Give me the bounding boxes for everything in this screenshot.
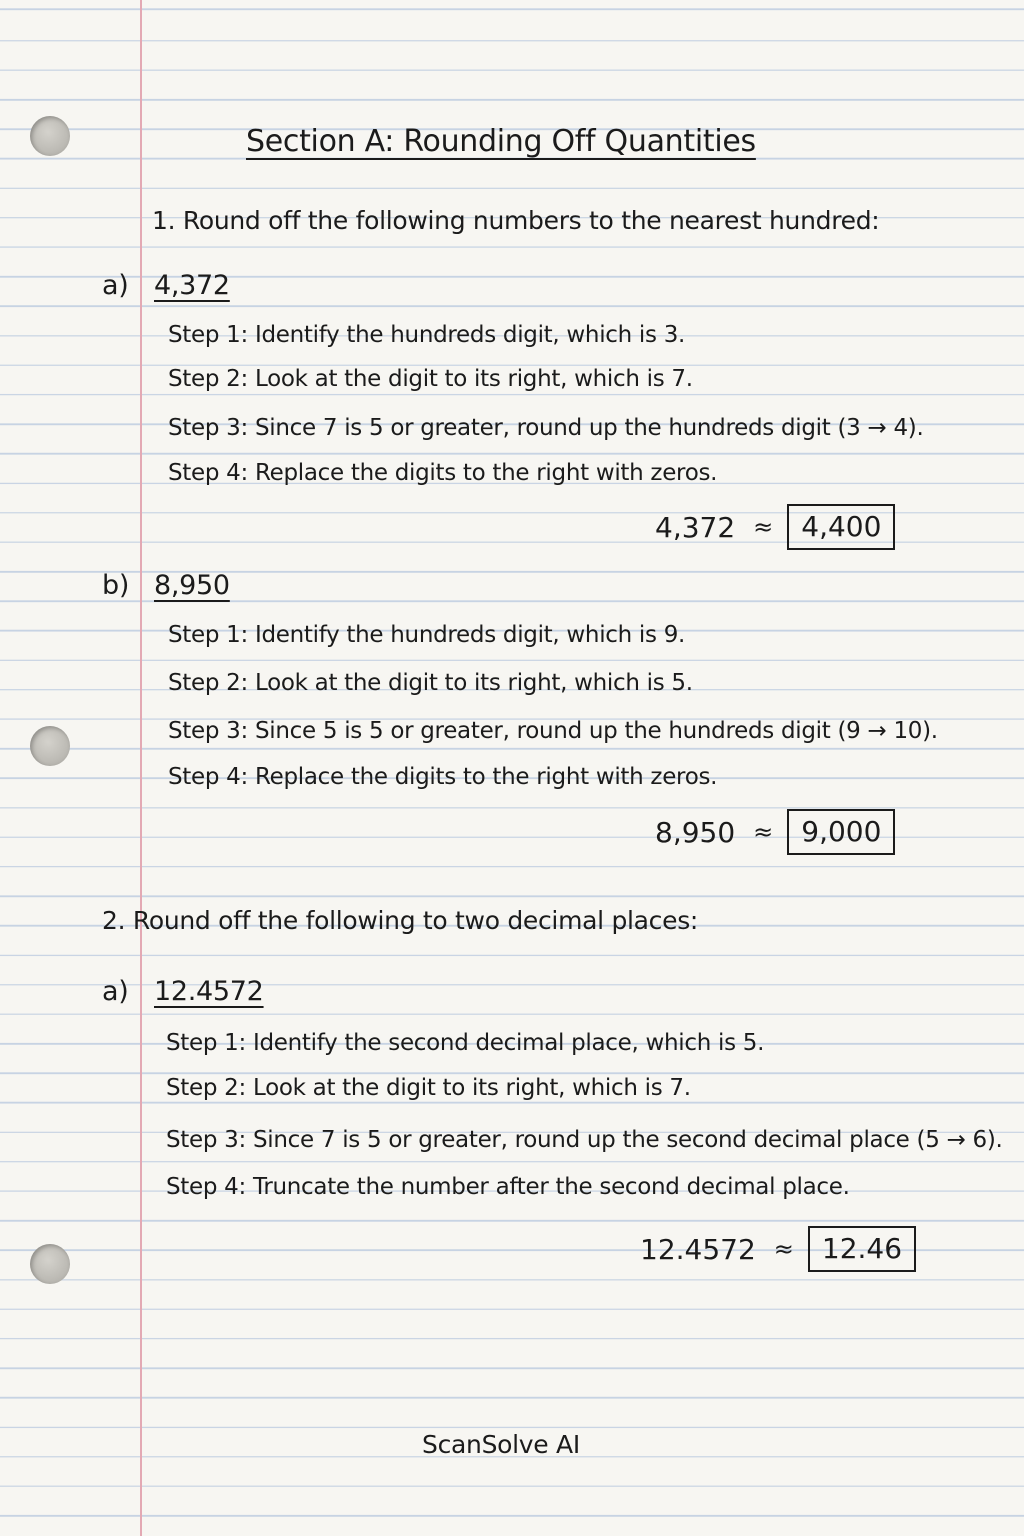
punch-hole-middle [30, 726, 70, 766]
punch-hole-top [30, 116, 70, 156]
q1a-step-2: Step 2: Look at the digit to its right, which is 7. [168, 366, 693, 392]
q2a-step-2: Step 2: Look at the digit to its right, which is 7. [166, 1075, 691, 1101]
q2a-step-1: Step 1: Identify the second decimal place, which is 5. [166, 1030, 765, 1056]
q1b-answer-box: 9,000 [787, 809, 895, 855]
q1a-answer-box: 4,400 [787, 504, 895, 550]
q1a-result [655, 504, 895, 550]
page-title: Section A: Rounding Off Quantities [246, 124, 756, 159]
approx-symbol: ≈ [753, 513, 774, 541]
footer-brand: ScanSolve AI [422, 1430, 580, 1459]
question-2-prompt: 2. Round off the following to two decimal places: [102, 906, 699, 935]
q1a-result-lhs: 4,372 [655, 510, 736, 544]
q1a-step-4: Step 4: Replace the digits to the right with zeros. [168, 460, 718, 486]
approx-symbol: ≈ [773, 1235, 794, 1263]
q2a-number: 12.4572 [154, 976, 264, 1007]
approx-symbol: ≈ [753, 818, 774, 846]
question-1-prompt: 1. Round off the following numbers to the nearest hundred: [152, 206, 880, 235]
q1b-result [655, 809, 895, 855]
q1a-step-3: Step 3: Since 7 is 5 or greater, round up the hundreds digit (3 → 4). [168, 415, 924, 441]
q1b-result-lhs: 8,950 [655, 815, 736, 849]
q2a-step-3: Step 3: Since 7 is 5 or greater, round up the second decimal place (5 → 6). [166, 1127, 1003, 1153]
q2a-result-lhs: 12.4572 [640, 1232, 756, 1266]
q1a-step-1: Step 1: Identify the hundreds digit, which is 3. [168, 322, 686, 348]
q1b-step-3: Step 3: Since 5 is 5 or greater, round up the hundreds digit (9 → 10). [168, 718, 938, 744]
q2a-step-4: Step 4: Truncate the number after the second decimal place. [166, 1174, 850, 1200]
q1b-step-2: Step 2: Look at the digit to its right, which is 5. [168, 670, 693, 696]
q2a-label: a) [102, 976, 129, 1007]
punch-hole-bottom [30, 1244, 70, 1284]
q1b-step-4: Step 4: Replace the digits to the right with zeros. [168, 764, 718, 790]
q2a-answer-box: 12.46 [808, 1226, 916, 1272]
q2a-result [640, 1226, 916, 1272]
q1a-number: 4,372 [154, 270, 230, 301]
q1b-number: 8,950 [154, 570, 230, 601]
q1b-label: b) [102, 570, 130, 601]
q1a-label: a) [102, 270, 129, 301]
q1b-step-1: Step 1: Identify the hundreds digit, which is 9. [168, 622, 686, 648]
margin-line [140, 0, 142, 1536]
